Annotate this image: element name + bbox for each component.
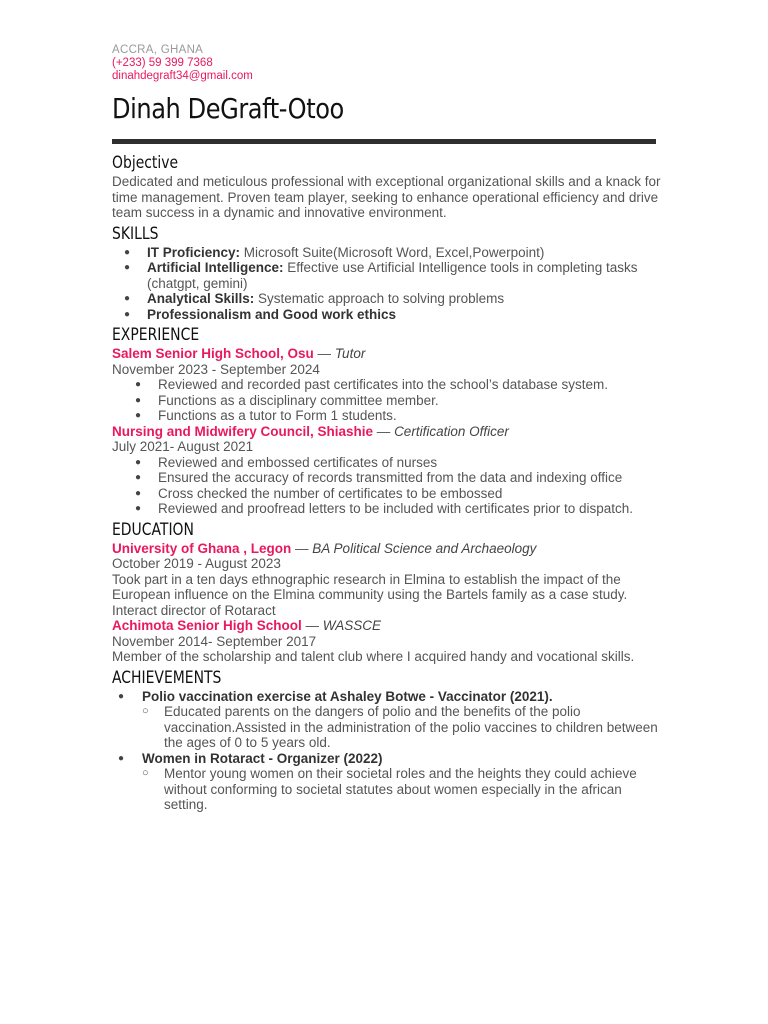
school-degree: WASSCE xyxy=(322,618,382,633)
skill-text: Microsoft Suite(Microsoft Word, Excel,Powerpoint) xyxy=(240,244,545,260)
skill-label: Artificial Intelligence: xyxy=(147,260,284,275)
skill-label: Analytical Skills: xyxy=(147,291,255,306)
school-org: Achimota Senior High School xyxy=(112,618,302,633)
achievement-title: Polio vaccination exercise at Ashaley Botwe - Vaccinator (2021). xyxy=(142,688,553,704)
job-separator: — xyxy=(373,423,395,439)
job-bullets xyxy=(112,455,668,517)
job-bullet: ● Reviewed and recorded past certificates into the school’s database system. xyxy=(112,377,668,393)
school-separator: — xyxy=(301,618,323,633)
job-bullet: ● Functions as a disciplinary committee member. xyxy=(112,393,668,409)
job-dates: July 2021- August 2021 xyxy=(112,439,254,454)
header-divider xyxy=(112,139,656,144)
skill-item xyxy=(112,245,668,261)
achievement-item xyxy=(112,751,668,813)
job-bullet: ● Ensured the accuracy of records transmitted from the data and indexing office xyxy=(112,470,668,486)
skill-label: IT Proficiency: xyxy=(147,244,241,260)
school-extra: Interact director of Rotaract xyxy=(112,602,276,618)
job-header xyxy=(112,346,668,362)
job-bullets xyxy=(112,377,668,424)
objective-heading: Objective xyxy=(112,153,179,173)
achievements-heading: ACHIEVEMENTS xyxy=(112,667,222,688)
job-org: Nursing and Midwifery Council, Shiashie xyxy=(112,423,374,439)
job-header xyxy=(112,424,668,440)
skill-item xyxy=(112,307,668,323)
skill-text: Systematic approach to solving problems xyxy=(254,291,505,306)
skill-text: Effective use Artificial Intelligence tools in completing tasks (chatgpt, gemini) xyxy=(147,260,638,291)
achievement-title: Women in Rotaract - Organizer (2022) xyxy=(142,750,383,766)
job-bullet: ● Reviewed and proofread letters to be included with certificates prior to dispatch. xyxy=(112,501,668,517)
skills-list xyxy=(112,245,668,323)
achievement-detail: ○ Educated parents on the dangers of polio and the benefits of the polio vaccination.Assisted in the administration of the polio vaccines to children between the ages of 0 to 5 years old. xyxy=(142,704,668,751)
education-heading: EDUCATION xyxy=(112,519,194,540)
location-text: ACCRA, GHANA xyxy=(112,44,204,56)
achievement-item xyxy=(112,689,668,751)
skill-item xyxy=(112,291,668,307)
experience-heading: EXPERIENCE xyxy=(112,325,200,345)
achievements-list xyxy=(112,689,668,813)
candidate-name: Dinah DeGraft-Otoo xyxy=(112,92,344,125)
job-role: Certification Officer xyxy=(394,423,509,439)
job-role: Tutor xyxy=(334,346,366,361)
skill-label: Professionalism and Good work ethics xyxy=(147,306,397,322)
skill-item xyxy=(112,260,668,291)
school-dates: November 2014- September 2017 xyxy=(112,633,317,649)
job-separator: — xyxy=(313,346,335,361)
job-org: Salem Senior High School, Osu xyxy=(112,346,314,361)
job-bullet: ● Reviewed and embossed certificates of nurses xyxy=(112,455,668,471)
job-bullet: ● Functions as a tutor to Form 1 students. xyxy=(112,408,668,424)
school-org: University of Ghana , Legon xyxy=(112,540,292,556)
job-dates: November 2023 - September 2024 xyxy=(112,361,320,377)
objective-text: Dedicated and meticulous professional with exceptional organizational skills and a knack for time management. Proven team player, seeking to enhance operational efficiency and drive team success in a dynamic and innovative environment. xyxy=(112,174,661,220)
school-header xyxy=(112,541,668,557)
school-separator: — xyxy=(291,540,313,556)
email-text: dinahdegraft34@gmail.com xyxy=(112,70,253,82)
achievement-detail: ○ Mentor young women on their societal roles and the heights they could achieve without conforming to societal statutes about women especially in the african setting. xyxy=(142,766,668,813)
school-description: Member of the scholarship and talent club where I acquired handy and vocational skills. xyxy=(112,649,635,664)
job-bullet: ● Cross checked the number of certificates to be embossed xyxy=(112,486,668,502)
achievement-details xyxy=(142,766,668,813)
skills-heading: SKILLS xyxy=(112,223,159,244)
achievement-details xyxy=(142,704,668,751)
phone-text: (+233) 59 399 7368 xyxy=(112,57,213,69)
school-header xyxy=(112,618,668,634)
school-description: Took part in a ten days ethnographic research in Elmina to establish the impact of the European influence on the Elmina community using the Bartels family as a case study. xyxy=(112,571,628,602)
school-dates: October 2019 - August 2023 xyxy=(112,556,281,571)
school-degree: BA Political Science and Archaeology xyxy=(312,540,537,556)
